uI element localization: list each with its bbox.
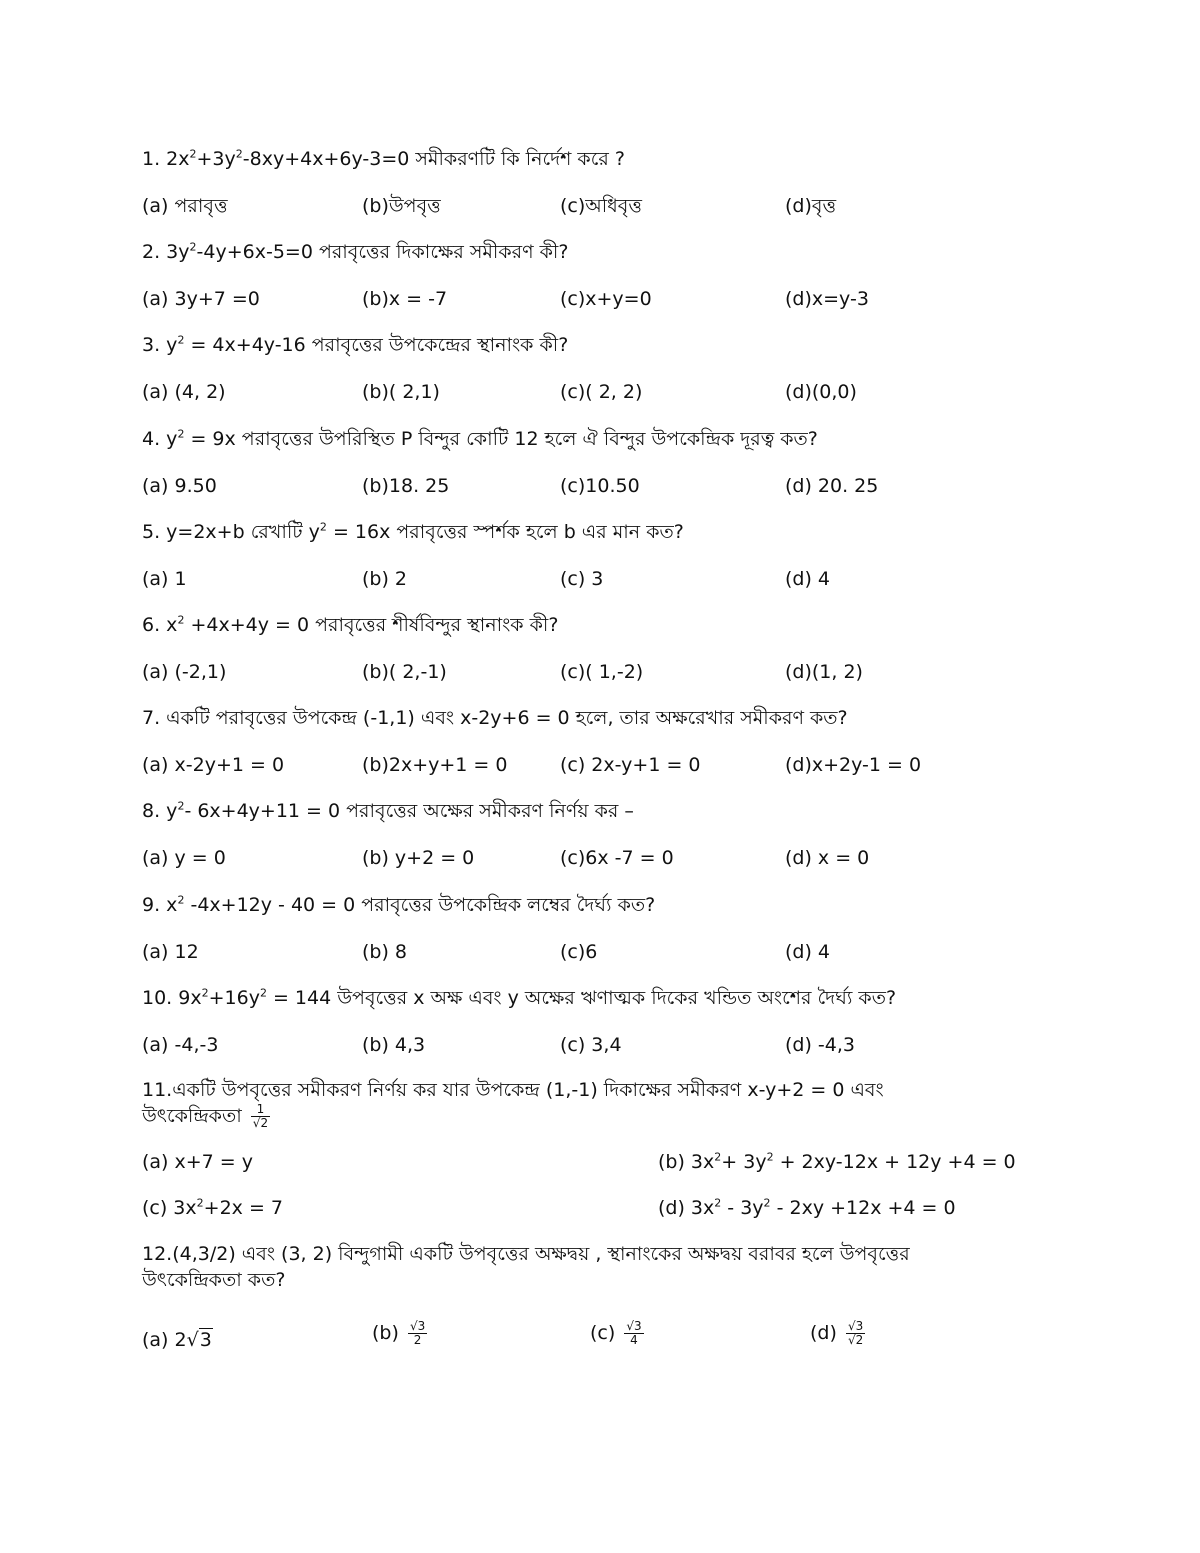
q10-option-c: (c) 3,4 — [560, 1034, 622, 1056]
eccentricity-fraction — [251, 1103, 270, 1130]
q1-option-c: (c)অধিবৃত্ত — [560, 195, 642, 217]
q6-option-a: (a) (-2,1) — [142, 661, 227, 683]
question-3-text: 3. $y^2 = 4x+4y-16$ পরাবৃত্তের উপকেন্দ্রের স্থানাংক কী? — [142, 333, 569, 356]
question-11-text — [142, 1077, 1042, 1130]
q3-option-a: (a) (4, 2) — [142, 381, 226, 403]
q8-option-b: (b) y+2 = 0 — [362, 847, 475, 869]
q2-option-c: (c)x+y=0 — [560, 288, 652, 310]
q11-option-b: (b) $3x^2+ 3y^2 + 2xy-12x + 12y +4 = 0$ — [658, 1150, 1016, 1173]
q6-option-c: (c)( 1,-2) — [560, 661, 644, 683]
q12-option-c: (c) $\frac{√3}{4}$ — [590, 1319, 642, 1347]
question-12-line1: 12.(4,3/2) এবং (3, 2) বিন্দুগামী একটি উপবৃত্তের অক্ষদ্বয় , স্থানাংকের অক্ষদ্বয় বরাবর হলে উপবৃত্তের — [142, 1243, 910, 1265]
q9-option-b: (b) 8 — [362, 941, 408, 963]
q2-option-a: (a) 3y+7 =0 — [142, 288, 260, 310]
q7-option-a: (a) x-2y+1 = 0 — [142, 754, 285, 776]
question-8-text: 8. $y^2-$ 6x+4y+11 = 0 পরাবৃত্তের অক্ষের সমীকরণ নির্ণয় কর – — [142, 799, 634, 822]
fraction-numerator: 1 — [251, 1103, 270, 1117]
q12-option-d: (d) $\frac{√3}{√2}$ — [810, 1319, 864, 1347]
question-7-text: 7. একটি পরাবৃত্তের উপকেন্দ্র (-1,1) এবং x-2y+6 = 0 হলে, তার অক্ষরেখার সমীকরণ কত? — [142, 707, 848, 729]
q5-option-b: (b) 2 — [362, 568, 408, 590]
q9-option-a: (a) 12 — [142, 941, 199, 963]
q12-option-a: (a) 2√3 — [142, 1329, 212, 1351]
q8-option-d: (d) x = 0 — [785, 847, 870, 869]
question-5-text: 5. y=2x+b রেখাটি $y^2 = 16x$ পরাবৃত্তের স্পর্শক হলে b এর মান কত? — [142, 520, 684, 543]
question-2-text: 2. $3y^2-4y+6x-5=0$ পরাবৃত্তের দিকাক্ষের সমীকরণ কী? — [142, 240, 569, 263]
q3-option-c: (c)( 2, 2) — [560, 381, 643, 403]
question-9-text: 9. $x^2$ -4x+12y - 40 = 0 পরাবৃত্তের উপকেন্দ্রিক লম্বের দৈর্ঘ্য কত? — [142, 893, 656, 916]
question-6-text: 6. $x^2 +4x+4y = 0$ পরাবৃত্তের শীর্ষবিন্দুর স্থানাংক কী? — [142, 613, 559, 636]
q10-option-b: (b) 4,3 — [362, 1034, 426, 1056]
q4-option-a: (a) 9.50 — [142, 475, 217, 497]
q6-option-d: (d)(1, 2) — [785, 661, 863, 683]
q11-option-a: (a) x+7 = y — [142, 1151, 254, 1173]
q2-option-d: (d)x=y-3 — [785, 288, 869, 310]
q2-option-b: (b)x = -7 — [362, 288, 448, 310]
q1-option-a: (a) পরাবৃত্ত — [142, 195, 228, 217]
q1-option-d: (d)বৃত্ত — [785, 195, 837, 217]
q9-option-c: (c)6 — [560, 941, 598, 963]
q11-option-c: (c) $3x^2+2x = 7$ — [142, 1196, 283, 1219]
q6-option-b: (b)( 2,-1) — [362, 661, 447, 683]
q9-option-d: (d) 4 — [785, 941, 831, 963]
q1-option-b: (b)উপবৃত্ত — [362, 195, 441, 217]
q5-option-a: (a) 1 — [142, 568, 187, 590]
q4-option-d: (d) 20. 25 — [785, 475, 879, 497]
q4-option-c: (c)10.50 — [560, 475, 640, 497]
q5-option-d: (d) 4 — [785, 568, 831, 590]
q7-option-b: (b)2x+y+1 = 0 — [362, 754, 508, 776]
question-12-text — [142, 1241, 1042, 1293]
q11-option-d: (d) $3x^2 - 3y^2 - 2xy +12x +4 = 0$ — [658, 1196, 956, 1219]
question-1-text: 1. $2x^2+3y^2-8xy+4x+6y-3=0$ সমীকরণটি কি নির্দেশ করে ? — [142, 147, 625, 170]
q8-option-a: (a) y = 0 — [142, 847, 226, 869]
q3-option-b: (b)( 2,1) — [362, 381, 440, 403]
q12-option-b: (b) $\frac{√3}{2}$ — [372, 1319, 426, 1347]
question-4-text: 4. $y^2 = 9x$ পরাবৃত্তের উপরিস্থিত P বিন্দুর কোটি 12 হলে ঐ বিন্দুর উপকেন্দ্রিক দূরত্ব কত? — [142, 427, 818, 450]
fraction-denominator: √2 — [252, 1116, 269, 1130]
q4-option-b: (b)18. 25 — [362, 475, 450, 497]
question-11-line2: উৎকেন্দ্রিকতা — [142, 1105, 242, 1127]
q3-option-d: (d)(0,0) — [785, 381, 857, 403]
q10-option-d: (d) -4,3 — [785, 1034, 855, 1056]
question-12-line2: উৎকেন্দ্রিকতা কত? — [142, 1269, 286, 1291]
q10-option-a: (a) -4,-3 — [142, 1034, 219, 1056]
q8-option-c: (c)6x -7 = 0 — [560, 847, 674, 869]
question-11-line1: 11.একটি উপবৃত্তের সমীকরণ নির্ণয় কর যার উপকেন্দ্র (1,-1) দিকাক্ষের সমীকরণ x-y+2 = 0 এবং — [142, 1079, 884, 1101]
q5-option-c: (c) 3 — [560, 568, 604, 590]
q7-option-d: (d)x+2y-1 = 0 — [785, 754, 922, 776]
question-10-text: 10. $9x^2+16y^2 = 144$ উপবৃত্তের x অক্ষ এবং y অক্ষের ঋণাত্মক দিকের খন্ডিত অংশের দৈর্ঘ্য কত? — [142, 986, 897, 1009]
q7-option-c: (c) 2x-y+1 = 0 — [560, 754, 701, 776]
